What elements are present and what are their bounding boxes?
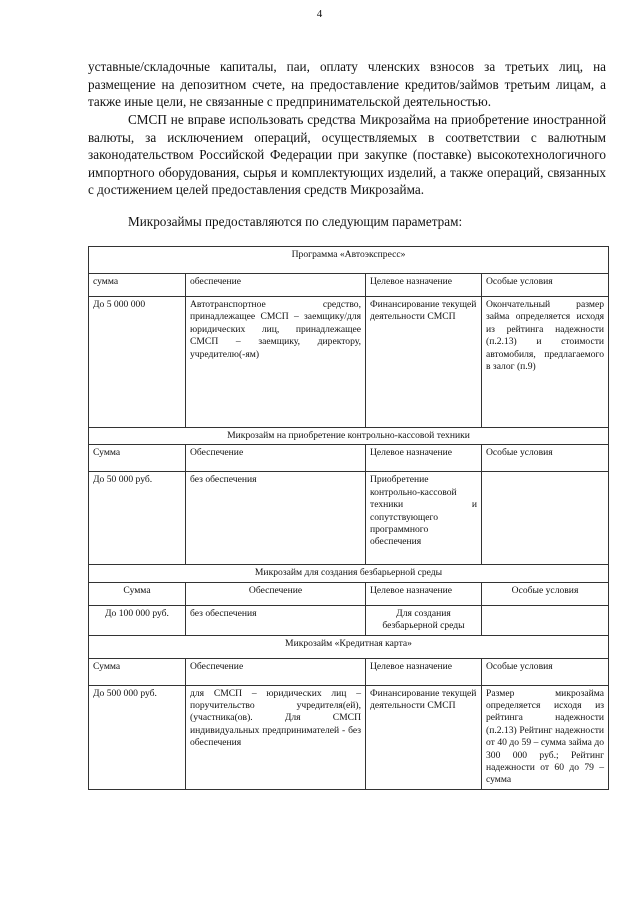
header-amount: Сумма (89, 658, 186, 685)
program-title: Микрозайм на приобретение контрольно-кассовой техники (89, 428, 609, 445)
page-number: 4 (316, 8, 323, 20)
program-title-row (89, 428, 609, 445)
cell-amount: До 500 000 руб. (89, 685, 186, 789)
header-purpose: Целевое назначение (366, 445, 482, 472)
cell-special-conditions (482, 472, 609, 565)
table-header-row (89, 274, 609, 297)
header-special-conditions: Особые условия (482, 658, 609, 685)
cell-collateral: без обеспечения (186, 605, 366, 635)
cell-collateral: для СМСП – юридических лиц – поручительство учредителя(ей), (участника(ов). Для СМСП индивидуальных предпринимателей - без обеспечения (186, 685, 366, 789)
cell-amount: До 5 000 000 (89, 297, 186, 428)
cell-purpose: Финансирование текущей деятельности СМСП (366, 297, 482, 428)
paragraph-currency-restriction: СМСП не вправе использовать средства Микрозайма на приобретение иностранной валюты, за исключением операций, осуществляемых в соответствии с валютным законодательством Российской Федерации при закупке (поставке) высокотехнологичного импортного оборудования, сырья и комплектующих изделий, а также операций, связанных с достижением целей предоставления средств Микрозайма. (88, 112, 606, 198)
table-header-row (89, 658, 609, 685)
table-row (89, 605, 609, 635)
header-collateral: Обеспечение (186, 445, 366, 472)
program-title: Микрозайм для создания безбарьерной среды (89, 565, 609, 582)
table-row (89, 472, 609, 565)
header-special-conditions: Особые условия (482, 445, 609, 472)
header-collateral: Обеспечение (186, 582, 366, 605)
cell-special-conditions: Окончательный размер займа определяется исходя из рейтинга надежности (п.2.13) и стоимости автомобиля, предлагаемого в залог (п.9) (482, 297, 609, 428)
header-special-conditions: Особые условия (482, 582, 609, 605)
table-row (89, 297, 609, 428)
cell-special-conditions: Размер микрозайма определяется исходя из рейтинга надежности (п.2.13) Рейтинг надежности от 40 до 59 – сумма займа до 300 000 руб.; Рейтинг надежности от 60 до 79 – сумма (482, 685, 609, 789)
paragraph-parameters-intro: Микрозаймы предоставляются по следующим параметрам: (128, 214, 463, 229)
header-special-conditions: Особые условия (482, 274, 609, 297)
cell-purpose: Приобретение контрольно-кассовой техники и сопутствующего программного обеспечения (366, 472, 482, 565)
cell-amount: До 50 000 руб. (89, 472, 186, 565)
cell-collateral: без обеспечения (186, 472, 366, 565)
header-amount: Сумма (89, 445, 186, 472)
header-purpose: Целевое назначение (366, 582, 482, 605)
loan-parameters-table (88, 246, 609, 790)
header-amount: сумма (89, 274, 186, 297)
program-title-row (89, 565, 609, 582)
header-collateral: обеспечение (186, 274, 366, 297)
cell-special-conditions (482, 605, 609, 635)
program-title-row (89, 635, 609, 658)
table-header-row (89, 445, 609, 472)
cell-purpose: Финансирование текущей деятельности СМСП (366, 685, 482, 789)
table-row (89, 685, 609, 789)
paragraph-usage-restrictions: уставные/складочные капиталы, паи, оплату членских взносов за третьих лиц, на размещение на депозитном счете, на предоставление кредитов/займов третьим лицам, а также иные цели, не связанные с предпринимательской деятельностью. (88, 59, 606, 110)
cell-amount: До 100 000 руб. (89, 605, 186, 635)
cell-purpose: Для создания безбарьерной среды (366, 605, 482, 635)
header-purpose: Целевое назначение (366, 658, 482, 685)
header-amount: Сумма (89, 582, 186, 605)
program-title: Микрозайм «Кредитная карта» (89, 635, 609, 658)
table-header-row (89, 582, 609, 605)
header-purpose: Целевое назначение (366, 274, 482, 297)
cell-collateral: Автотранспортное средство, принадлежащее СМСП – заемщику/для юридических лиц, принадлежащее СМСП – заемщику, директору, учредителю(-ям) (186, 297, 366, 428)
header-collateral: Обеспечение (186, 658, 366, 685)
program-title-row (89, 247, 609, 274)
program-title: Программа «Автоэкспресс» (89, 247, 609, 274)
